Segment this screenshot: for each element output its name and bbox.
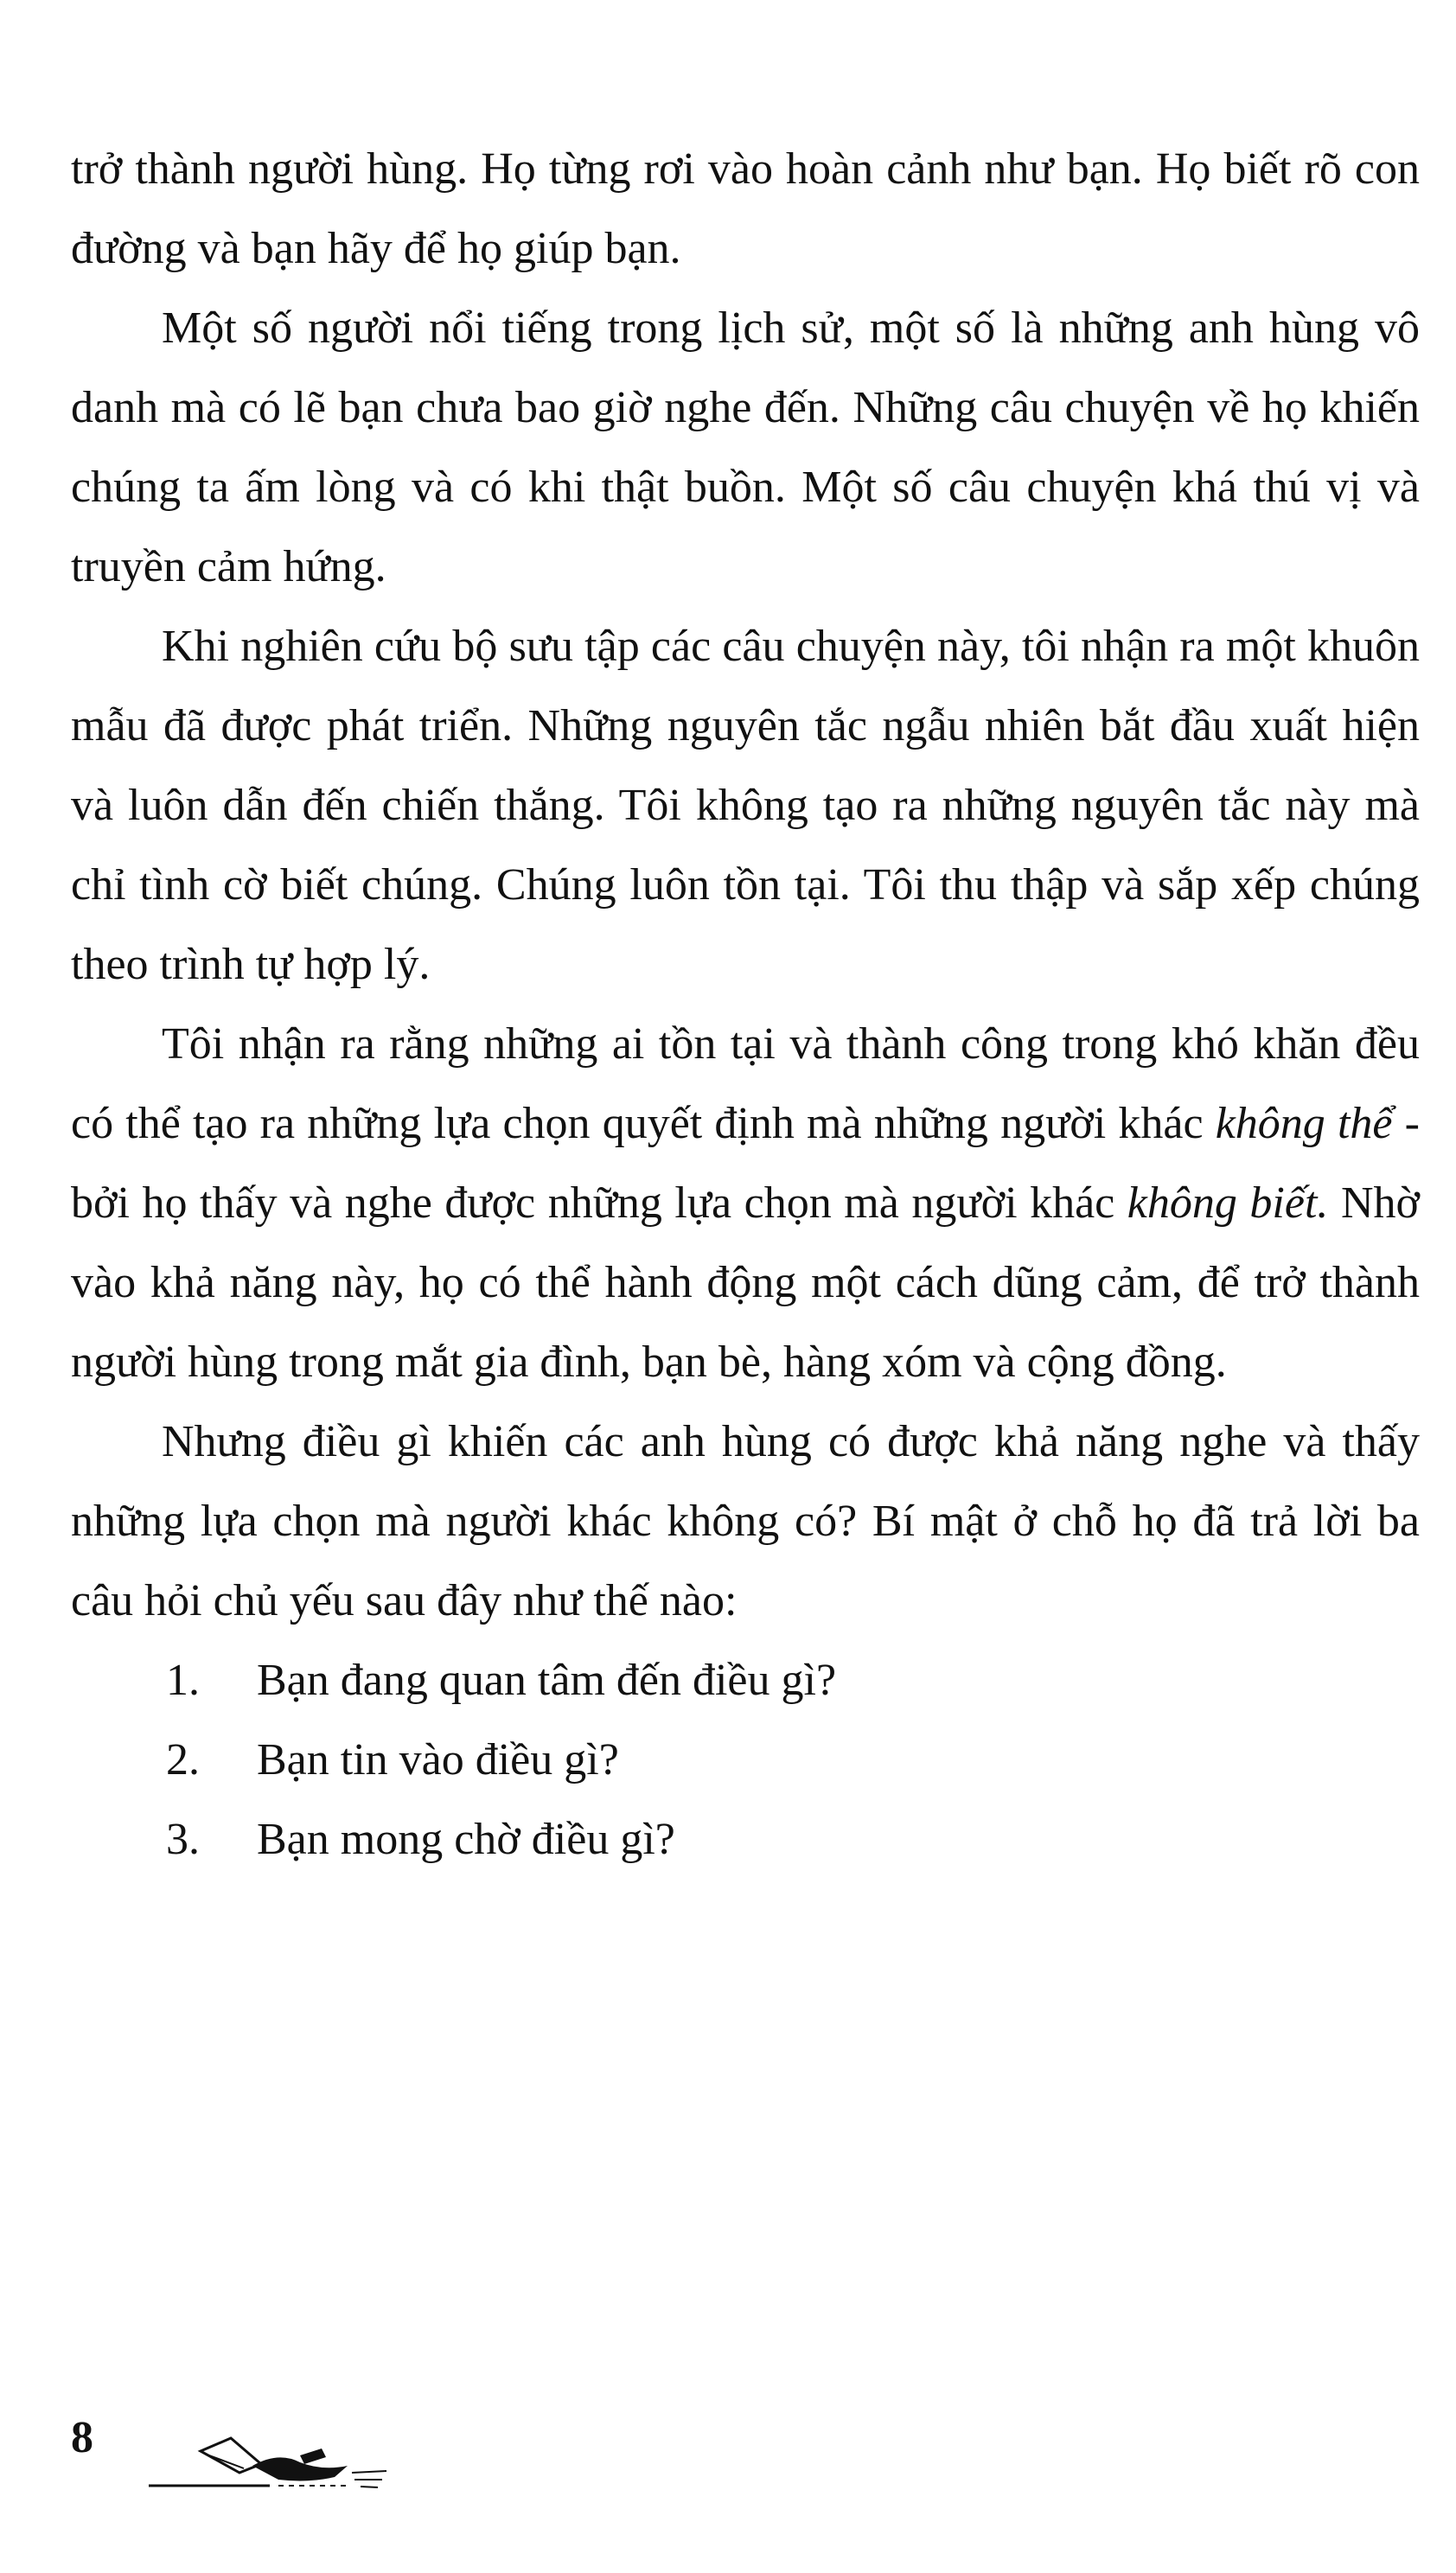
- list-item-number: 1.: [166, 1656, 200, 1705]
- paragraph-choices-italic2: không biết.: [1127, 1178, 1329, 1228]
- body-text: [71, 130, 1420, 1880]
- page-footer: [71, 2404, 417, 2507]
- list-item-number: 3.: [166, 1815, 200, 1864]
- list-item: [71, 1800, 1420, 1880]
- pen-writing-ornament-icon: [149, 2404, 425, 2507]
- paragraph-continuation: trở thành người hùng. Họ từng rơi vào hoàn cảnh như bạn. Họ biết rõ con đường và bạn hãy để họ giúp bạn.: [71, 144, 1420, 273]
- paragraph-choices-part1: Tôi nhận ra rằng những ai tồn tại và thành công trong khó khăn đều có thể tạo ra những lựa chọn quyết định mà những người khác: [71, 1019, 1420, 1148]
- paragraph-heroes: Một số người nổi tiếng trong lịch sử, một số là những anh hùng vô danh mà có lẽ bạn chưa bao giờ nghe đến. Những câu chuyện về họ khiến chúng ta ấm lòng và có khi thật buồn. Một số câu chuyện khá thú vị và truyền cảm hứng.: [71, 303, 1420, 591]
- paragraph-secret: Nhưng điều gì khiến các anh hùng có được khả năng nghe và thấy những lựa chọn mà người khác không có? Bí mật ở chỗ họ đã trả lời ba câu hỏi chủ yếu sau đây như thế nào:: [71, 1417, 1420, 1625]
- page-number: 8: [71, 2413, 93, 2462]
- list-item: [71, 1641, 1420, 1721]
- list-item-number: 2.: [166, 1735, 200, 1784]
- paragraph-choices-part2: - bởi họ thấy và nghe được những lựa chọn mà người khác: [71, 1099, 1420, 1228]
- list-item-text: Bạn tin vào điều gì?: [257, 1735, 619, 1784]
- paragraph-choices-italic1: không thể: [1215, 1099, 1393, 1148]
- list-item-text: Bạn đang quan tâm đến điều gì?: [257, 1656, 837, 1705]
- paragraph-choices-part3: Nhờ vào khả năng này, họ có thể hành động một cách dũng cảm, để trở thành người hùng trong mắt gia đình, bạn bè, hàng xóm và cộng đồng.: [71, 1178, 1420, 1387]
- paragraph-choices: [71, 1005, 1420, 1402]
- list-item: [71, 1721, 1420, 1800]
- list-item-text: Bạn mong chờ điều gì?: [257, 1815, 675, 1864]
- paragraph-research: Khi nghiên cứu bộ sưu tập các câu chuyện này, tôi nhận ra một khuôn mẫu đã được phát triển. Những nguyên tắc ngẫu nhiên bắt đầu xuất hiện và luôn dẫn đến chiến thắng. Tôi không tạo ra những nguyên tắc này mà chỉ tình cờ biết chúng. Chúng luôn tồn tại. Tôi thu thập và sắp xếp chúng theo trình tự hợp lý.: [71, 622, 1420, 989]
- question-list: [71, 1641, 1420, 1880]
